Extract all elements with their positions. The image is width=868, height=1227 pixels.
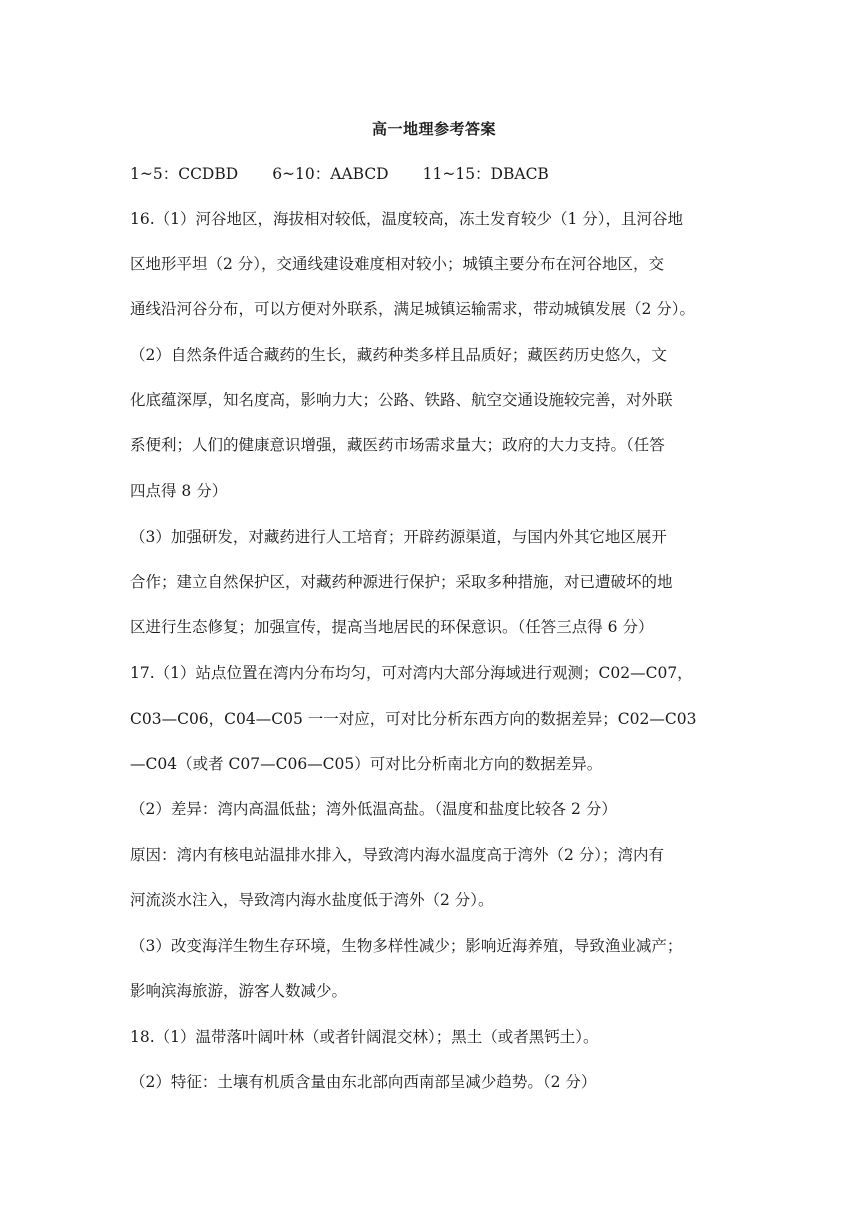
mc-answer-group: 6~10：AABCD [272, 165, 389, 183]
answer-line: 化底蕴深厚，知名度高，影响力大；公路、铁路、航空交通设施较完善，对外联 [130, 391, 673, 409]
answer-line: 影响滨海旅游，游客人数减少。 [130, 982, 348, 1000]
answer-line: C03—C06，C04—C05 一一对应，可对比分析东西方向的数据差异；C02—C03 [130, 710, 697, 728]
answer-line: 系便利；人们的健康意识增强，藏医药市场需求量大；政府的大力支持。（任答 [130, 436, 665, 454]
answer-line: 区进行生态修复；加强宣传，提高当地居民的环保意识。（任答三点得 6 分） [130, 618, 654, 636]
mc-answer-group: 1~5：CCDBD [130, 165, 239, 183]
answer-line: （2）特征：土壤有机质含量由东北部向西南部呈减少趋势。（2 分） [130, 1073, 597, 1091]
answer-line: （2）自然条件适合藏药的生长，藏药种类多样且品质好；藏医药历史悠久，文 [130, 346, 667, 364]
answer-line: 17.（1）站点位置在湾内分布均匀，可对湾内大部分海域进行观测；C02—C07， [130, 664, 693, 682]
answer-line: （3）改变海洋生物生存环境，生物多样性减少；影响近海养殖，导致渔业减产； [130, 937, 683, 955]
answer-line: 合作；建立自然保护区，对藏药种源进行保护；采取多种措施，对已遭破坏的地 [130, 573, 673, 591]
document-title: 高一地理参考答案 [371, 120, 496, 138]
answer-line: 区地形平坦（2 分），交通线建设难度相对较小；城镇主要分布在河谷地区，交 [130, 255, 665, 273]
answer-line: 通线沿河谷分布，可以方便对外联系，满足城镇运输需求，带动城镇发展（2 分）。 [130, 300, 696, 318]
mc-answer-group: 11~15：DBACB [422, 165, 549, 183]
answer-line: —C04（或者 C07—C06—C05）可对比分析南北方向的数据差异。 [130, 755, 603, 773]
answer-line: 18.（1）温带落叶阔叶林（或者针阔混交林）；黑土（或者黑钙土）。 [130, 1028, 599, 1046]
answer-line: （3）加强研发，对藏药进行人工培育；开辟药源渠道，与国内外其它地区展开 [130, 528, 667, 546]
answer-line: 原因：湾内有核电站温排水排入，导致湾内海水温度高于湾外（2 分）；湾内有 [130, 846, 665, 864]
answer-line: 16.（1）河谷地区，海拔相对较低，温度较高，冻土发育较少（1 分），且河谷地 [130, 210, 684, 228]
multiple-choice-answers [130, 164, 740, 184]
answer-line: 四点得 8 分） [130, 482, 228, 500]
answer-line: 河流淡水注入，导致湾内海水盐度低于湾外（2 分）。 [130, 891, 494, 909]
answer-line: （2）差异：湾内高温低盐；湾外低温高盐。（温度和盐度比较各 2 分） [130, 800, 617, 818]
